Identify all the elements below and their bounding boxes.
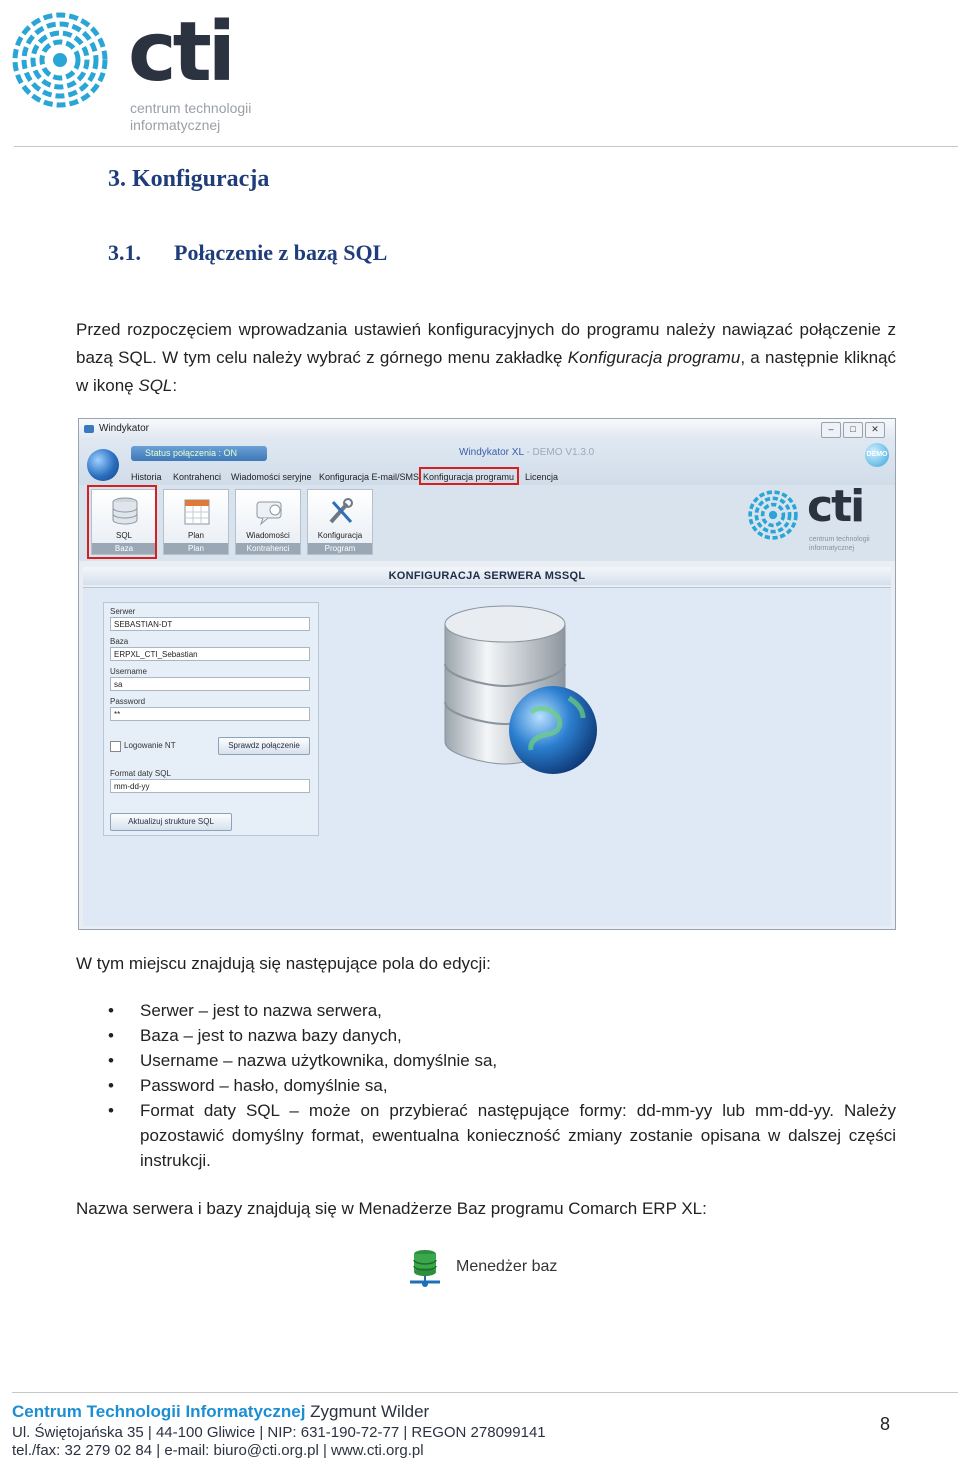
fields-intro: W tym miejscu znajdują się następujące pola do edycji:: [76, 954, 491, 973]
database-label: Baza: [110, 637, 129, 646]
section-heading: 3. Konfiguracja: [108, 166, 270, 192]
message-icon: [255, 496, 283, 526]
tile-group: Plan: [164, 543, 228, 554]
tile-label: Wiadomości: [246, 531, 290, 540]
tile-group: Program: [308, 543, 372, 554]
cti-logo-ring-icon: [747, 489, 799, 541]
tile-plan[interactable]: [163, 489, 229, 555]
calendar-icon: [183, 496, 211, 526]
database-manager-label: Menedżer baz: [456, 1258, 558, 1275]
tile-label: SQL: [115, 531, 132, 540]
minimize-icon[interactable]: –: [821, 422, 841, 438]
cti-logo-word: cti: [128, 5, 232, 100]
app-version-title: Windykator XL - DEMO V1.3.0: [459, 447, 595, 458]
window-title: Windykator: [99, 423, 150, 434]
tools-icon: [327, 496, 355, 526]
list-item: • Password – hasło, domyślnie sa,: [76, 1073, 896, 1098]
menu-konfiguracja-programu[interactable]: Konfiguracja programu: [423, 472, 515, 482]
update-sql-structure-button[interactable]: Aktualizuj strukture SQL: [110, 813, 232, 831]
list-item: • Serwer – jest to nazwa serwera,: [76, 998, 896, 1023]
footer-address: Ul. Świętojańska 35 | 44-100 Gliwice | NIP: 631-190-72-77 | REGON 278099141: [12, 1424, 546, 1441]
maximize-icon[interactable]: □: [843, 422, 863, 438]
cti-logo-subtitle: centrum technologii informatycznej: [130, 100, 252, 133]
close-icon[interactable]: ✕: [865, 422, 885, 438]
list-item: • Baza – jest to nazwa bazy danych,: [76, 1023, 896, 1048]
menu-konfiguracja-email-sms[interactable]: Konfiguracja E-mail/SMS: [319, 472, 420, 482]
tile-label: Plan: [187, 531, 204, 540]
username-label: Username: [110, 667, 147, 676]
fields-list: [76, 998, 896, 1173]
date-format-input[interactable]: mm-dd-yy: [110, 779, 310, 793]
password-label: Password: [110, 697, 146, 706]
tile-group: Kontrahenci: [236, 543, 300, 554]
cti-logo-word: cti: [807, 481, 864, 532]
tile-group: Baza: [92, 543, 156, 554]
footer-company: Centrum Technologii Informatycznej Zygmunt Wilder: [12, 1402, 430, 1421]
tile-label: Konfiguracja: [317, 531, 363, 540]
subsection-heading: 3.1. Połączenie z bazą SQL: [108, 240, 388, 265]
database-globe-icon: [441, 602, 611, 782]
tile-wiadomosci[interactable]: [235, 489, 301, 555]
nt-login-label: Logowanie NT: [124, 741, 176, 750]
globe-icon: [87, 449, 119, 481]
menu-kontrahenci[interactable]: Kontrahenci: [173, 472, 222, 482]
footer-contact: tel./fax: 32 279 02 84 | e-mail: biuro@cti.org.pl | www.cti.org.pl: [12, 1442, 424, 1459]
app-screenshot: [78, 418, 896, 930]
server-input[interactable]: SEBASTIAN-DT: [110, 617, 310, 631]
mssql-config-panel: [83, 587, 891, 926]
menu-historia[interactable]: Historia: [131, 472, 162, 482]
tile-highlight-frame: [87, 485, 157, 559]
page-number: 8: [880, 1414, 891, 1434]
cti-logo-ring-icon: [10, 10, 110, 110]
cti-logo-subtitle: centrum technologii informatycznej: [809, 536, 870, 552]
header-divider: [14, 146, 958, 147]
menu-licencja[interactable]: Licencja: [525, 472, 559, 482]
window-titlebar: [79, 419, 895, 442]
ribbon-tiles: [79, 481, 895, 561]
footer-divider: [12, 1392, 958, 1393]
connection-form: [103, 602, 319, 836]
tile-konfiguracja[interactable]: [307, 489, 373, 555]
password-input[interactable]: **: [110, 707, 310, 721]
list-item: • Username – nazwa użytkownika, domyślnie sa,: [76, 1048, 896, 1073]
menu-wiadomosci-seryjne[interactable]: Wiadomości seryjne: [231, 472, 312, 482]
test-connection-button[interactable]: Sprawdz połączenie: [218, 737, 310, 755]
app-icon: [84, 425, 94, 433]
demo-badge: DEMO: [865, 443, 889, 467]
menu-highlight-frame: [419, 467, 519, 485]
connection-status: Status połączenia : ON: [131, 446, 267, 461]
list-item: • Format daty SQL – może on przybierać następujące formy: dd-mm-yy lub mm-dd-yy. Należy pozostawić domyślny format, ewentualna konieczność zmiany zostanie opisana w dalszej części instrukcji.: [76, 1098, 896, 1173]
intro-paragraph: Przed rozpoczęciem wprowadzania ustawień konfiguracyjnych do programu należy nawiązać połączenie z bazą SQL. W tym celu należy wybrać z górnego menu zakładkę Konfiguracja programu, a następnie kliknąć w ikonę SQL:: [76, 320, 897, 395]
username-input[interactable]: sa: [110, 677, 310, 691]
server-note: Nazwa serwera i bazy znajdują się w Menadżerze Baz programu Comarch ERP XL:: [76, 1199, 707, 1218]
server-label: Serwer: [110, 607, 136, 616]
panel-title: KONFIGURACJA SERWERA MSSQL: [83, 567, 891, 585]
nt-login-checkbox[interactable]: [110, 741, 121, 752]
database-input[interactable]: ERPXL_CTI_Sebastian: [110, 647, 310, 661]
database-manager-icon: [406, 1248, 444, 1288]
date-format-label: Format daty SQL: [110, 769, 171, 778]
